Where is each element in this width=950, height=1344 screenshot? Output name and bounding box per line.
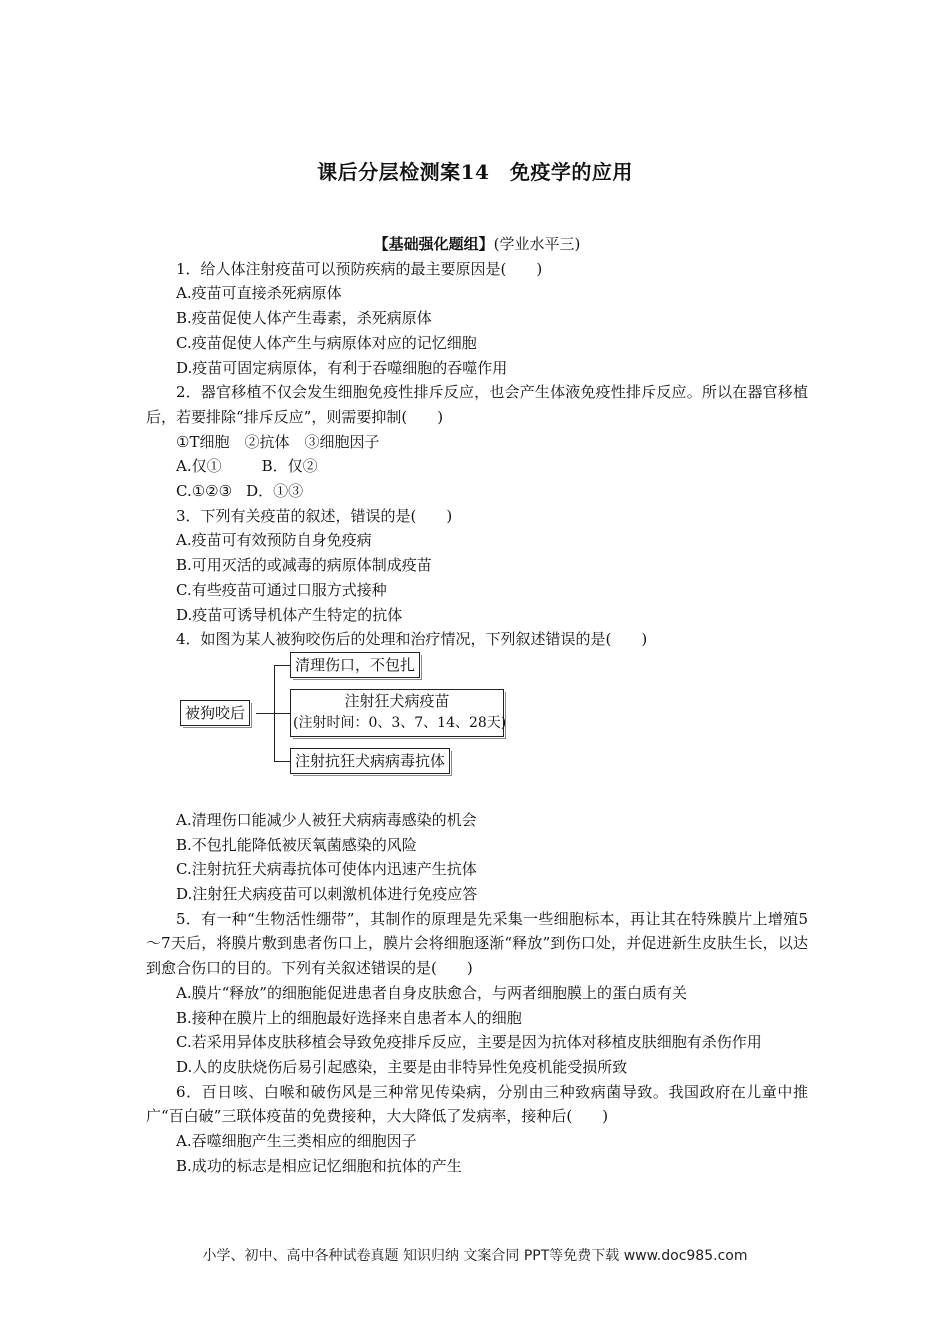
question-5-stem: 5．有一种“生物活性绷带”，其制作的原理是先采集一些细胞标本，再让其在特殊膜片上增殖5～7天后，将膜片敷到患者伤口上，膜片会将细胞逐渐“释放”到伤口处，并促进新生皮肤生长，以达到愈合伤口的目的。下列有关叙述错误的是( ) — [146, 909, 808, 978]
diagram-root-box: 被狗咬后 — [180, 700, 250, 726]
question-2-option-a: A.仅① — [176, 457, 222, 476]
question-2-option-b: B．仅② — [261, 457, 318, 476]
question-2-option-d: D．①③ — [246, 482, 304, 501]
question-6-stem: 6．百日咳、白喉和破伤风是三种常见传染病，分别由三种致病菌导致。我国政府在儿童中推广“百白破”三联体疫苗的免费接种，大大降低了发病率，接种后( ) — [146, 1082, 808, 1126]
question-2-options-row-2 — [146, 479, 808, 504]
question-4-option-d: D.注射狂犬病疫苗可以刺激机体进行免疫应答 — [176, 885, 478, 904]
question-4-option-b: B.不包扎能降低被厌氧菌感染的风险 — [176, 835, 417, 854]
diagram-branch-2-line-1: 注射狂犬病疫苗 — [344, 691, 450, 710]
diagram-branch-2-connector — [274, 713, 290, 714]
dog-bite-treatment-diagram — [146, 654, 808, 804]
question-2-option-c: C.①②③ — [176, 482, 233, 501]
question-2-stem: 2．器官移植不仅会发生细胞免疫性排斥反应，也会产生体液免疫性排斥反应。所以在器官移植后，若要排除“排斥反应”，则需要抑制( ) — [146, 383, 808, 426]
diagram-branch-2-line-2: (注射时间：0、3、7、14、28天) — [293, 714, 507, 731]
question-5-option-a: A.膜片“释放”的细胞能促进患者自身皮肤愈合，与两者细胞膜上的蛋白质有关 — [176, 983, 687, 1002]
question-2-options-row-1 — [146, 454, 808, 479]
question-1-option-d: D.疫苗可固定病原体，有利于吞噬细胞的吞噬作用 — [176, 358, 508, 377]
question-3-option-a: A.疫苗可有效预防自身免疫病 — [176, 531, 372, 550]
diagram-branch-2-box — [290, 689, 507, 737]
section-heading — [146, 232, 808, 257]
diagram-branch-1-connector — [274, 665, 290, 666]
worksheet-body — [146, 232, 808, 1179]
question-4-option-a: A.清理伤口能减少人被狂犬病病毒感染的机会 — [176, 810, 477, 829]
question-1-stem: 1．给人体注射疫苗可以预防疾病的最主要原因是( ) — [176, 259, 543, 278]
question-6-option-b: B.成功的标志是相应记忆细胞和抗体的产生 — [176, 1156, 462, 1175]
question-1-option-a: A.疫苗可直接杀死病原体 — [176, 284, 342, 303]
page-title: 课后分层检测案14 免疫学的应用 — [317, 160, 633, 184]
question-4-option-c: C.注射抗狂犬病毒抗体可使体内迅速产生抗体 — [176, 860, 477, 879]
question-4-stem: 4．如图为某人被狗咬伤后的处理和治疗情况，下列叙述错误的是( ) — [176, 630, 648, 649]
question-5-option-d: D.人的皮肤烧伤后易引起感染，主要是由非特异性免疫机能受损所致 — [176, 1057, 628, 1076]
question-3-stem: 3．下列有关疫苗的叙述，错误的是( ) — [176, 506, 453, 525]
page-footer: 小学、初中、高中各种试卷真题 知识归纳 文案合同 PPT等免费下载 www.doc985.com — [202, 1248, 748, 1264]
section-label: 【基础强化题组】 — [373, 235, 494, 253]
question-1-option-c: C.疫苗促使人体产生与病原体对应的记忆细胞 — [176, 333, 477, 352]
question-1-option-b: B.疫苗促使人体产生毒素，杀死病原体 — [176, 309, 432, 328]
question-5-option-b: B.接种在膜片上的细胞最好选择来自患者本人的细胞 — [176, 1008, 522, 1027]
question-3-option-b: B.可用灭活的或减毒的病原体制成疫苗 — [176, 556, 432, 575]
question-6-option-a: A.吞噬细胞产生三类相应的细胞因子 — [176, 1132, 417, 1151]
diagram-branch-3-box: 注射抗狂犬病病毒抗体 — [290, 748, 450, 774]
diagram-root-connector — [256, 713, 274, 714]
section-level: (学业水平三) — [493, 235, 581, 253]
question-5-option-c: C.若采用异体皮肤移植会导致免疫排斥反应，主要是因为抗体对移植皮肤细胞有杀伤作用 — [176, 1033, 762, 1052]
question-3-option-c: C.有些疫苗可通过口服方式接种 — [176, 580, 387, 599]
question-3-option-d: D.疫苗可诱导机体产生特定的抗体 — [176, 605, 403, 624]
diagram-branch-3-connector — [274, 761, 290, 762]
diagram-branch-1-box: 清理伤口，不包扎 — [290, 652, 420, 678]
question-2-items: ①T细胞 ②抗体 ③细胞因子 — [176, 432, 380, 451]
